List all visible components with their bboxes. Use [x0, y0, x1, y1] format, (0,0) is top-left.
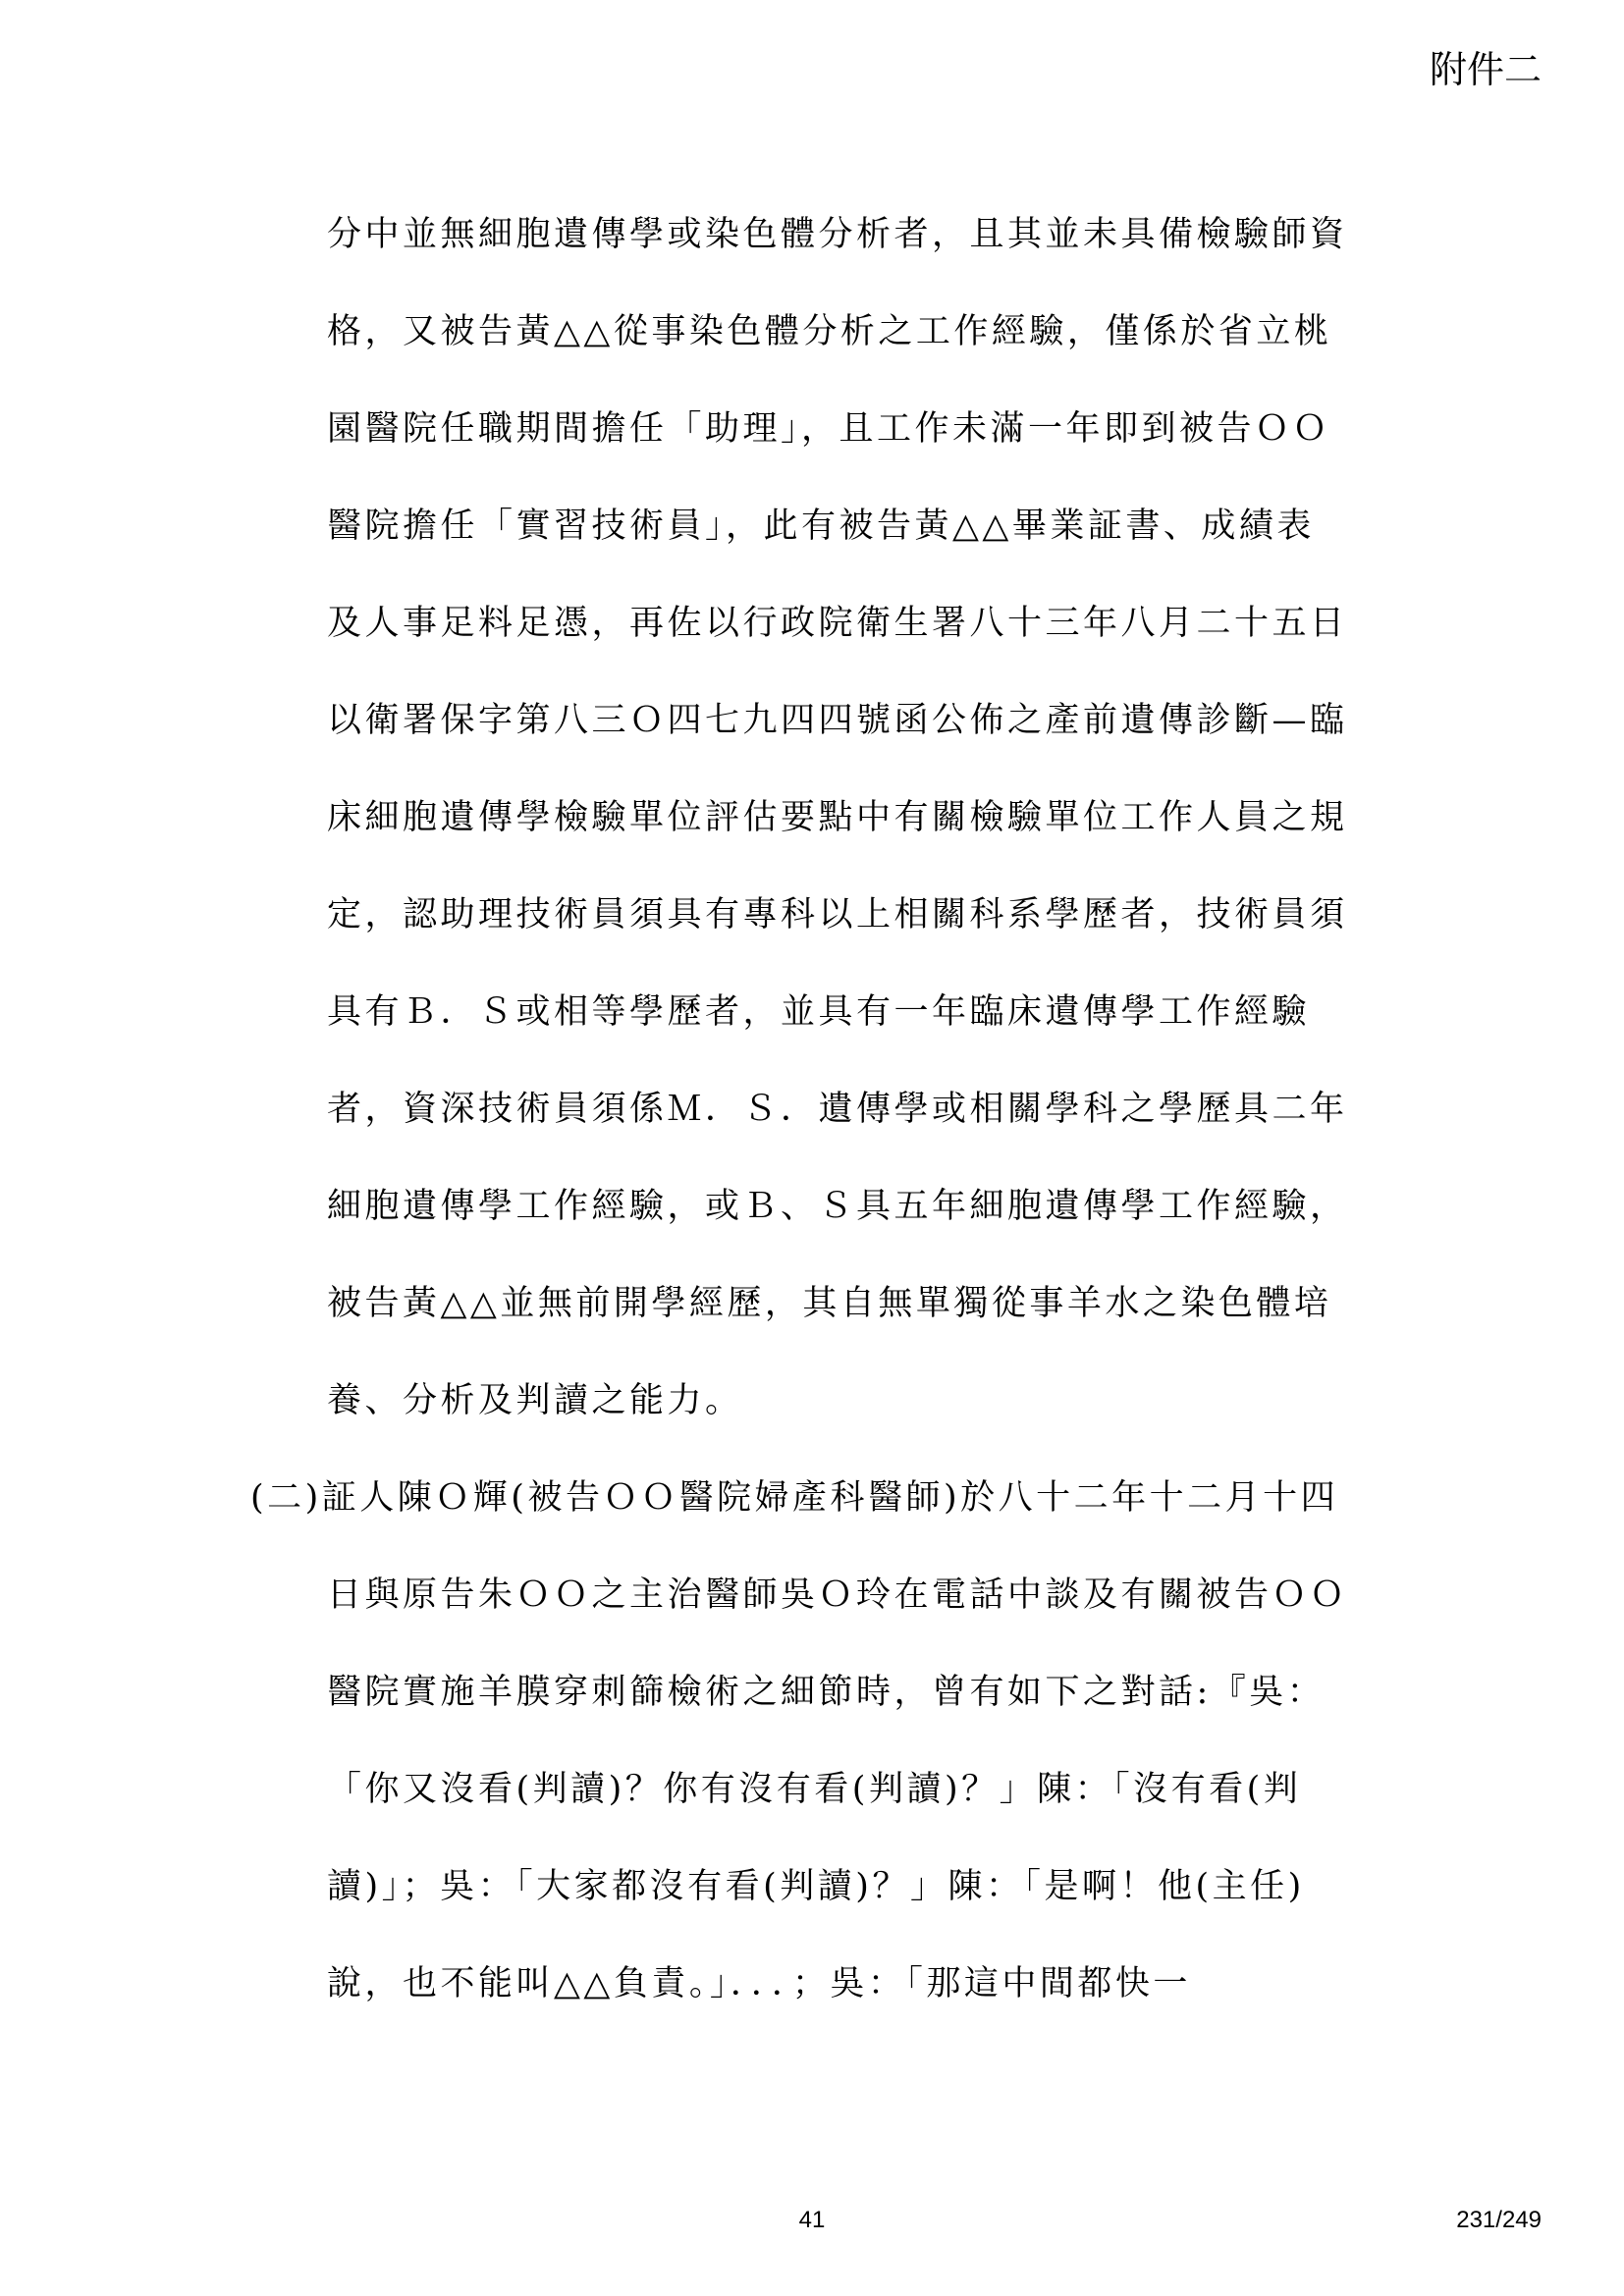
text-line: 說，也不能叫△△負責。」．．．；吳：「那這中間都快一	[327, 1964, 1191, 2003]
text-line: 及人事足料足憑，再佐以行政院衛生署八十三年八月二十五日	[327, 604, 1348, 643]
text-line: 園醫院任職期間擔任「助理」，且工作未滿一年即到被告ＯＯ	[327, 409, 1331, 449]
text-line: 養、分析及判讀之能力。	[327, 1381, 743, 1420]
text-line: 分中並無細胞遺傳學或染色體分析者，且其並未具備檢驗師資	[327, 215, 1348, 254]
section-heading-line: (二)証人陳Ｏ輝(被告ＯＯ醫院婦產科醫師)於八十二年十二月十四	[250, 1478, 1339, 1518]
text-line: 醫院擔任「實習技術員」，此有被告黃△△畢業証書、成績表	[327, 507, 1315, 546]
text-line: 者，資深技術員須係Ｍ．Ｓ．遺傳學或相關學科之學歷具二年	[327, 1090, 1348, 1129]
page-number: 41	[798, 2207, 826, 2233]
text-line: 醫院實施羊膜穿刺篩檢術之細節時，曾有如下之對話:『吳：	[327, 1673, 1326, 1712]
text-line: 讀)」；吳：「大家都沒有看(判讀)？」陳：「是啊！他(主任)	[327, 1867, 1305, 1906]
text-line: 床細胞遺傳學檢驗單位評估要點中有關檢驗單位工作人員之規	[327, 798, 1348, 837]
text-line: 被告黃△△並無前開學經歷，其自無單獨從事羊水之染色體培	[327, 1284, 1332, 1323]
text-line: 日與原告朱ＯＯ之主治醫師吳Ｏ玲在電話中談及有關被告ＯＯ	[327, 1575, 1348, 1615]
page-count: 231/249	[1456, 2207, 1542, 2233]
text-line: 以衛署保字第八三Ｏ四七九四四號函公佈之產前遺傳診斷—臨	[327, 701, 1348, 740]
attachment-label: 附件二	[1429, 48, 1542, 91]
text-line: 細胞遺傳學工作經驗，或Ｂ、Ｓ具五年細胞遺傳學工作經驗，	[327, 1187, 1348, 1226]
text-line: 具有Ｂ．Ｓ或相等學歷者，並具有一年臨床遺傳學工作經驗	[327, 992, 1311, 1032]
text-line: 定，認助理技術員須具有專科以上相關科系學歷者，技術員須	[327, 895, 1348, 934]
text-line: 「你又沒看(判讀)？你有沒有看(判讀)？」陳：「沒有看(判	[327, 1770, 1302, 1809]
text-line: 格，又被告黃△△從事染色體分析之工作經驗，僅係於省立桃	[327, 312, 1332, 351]
